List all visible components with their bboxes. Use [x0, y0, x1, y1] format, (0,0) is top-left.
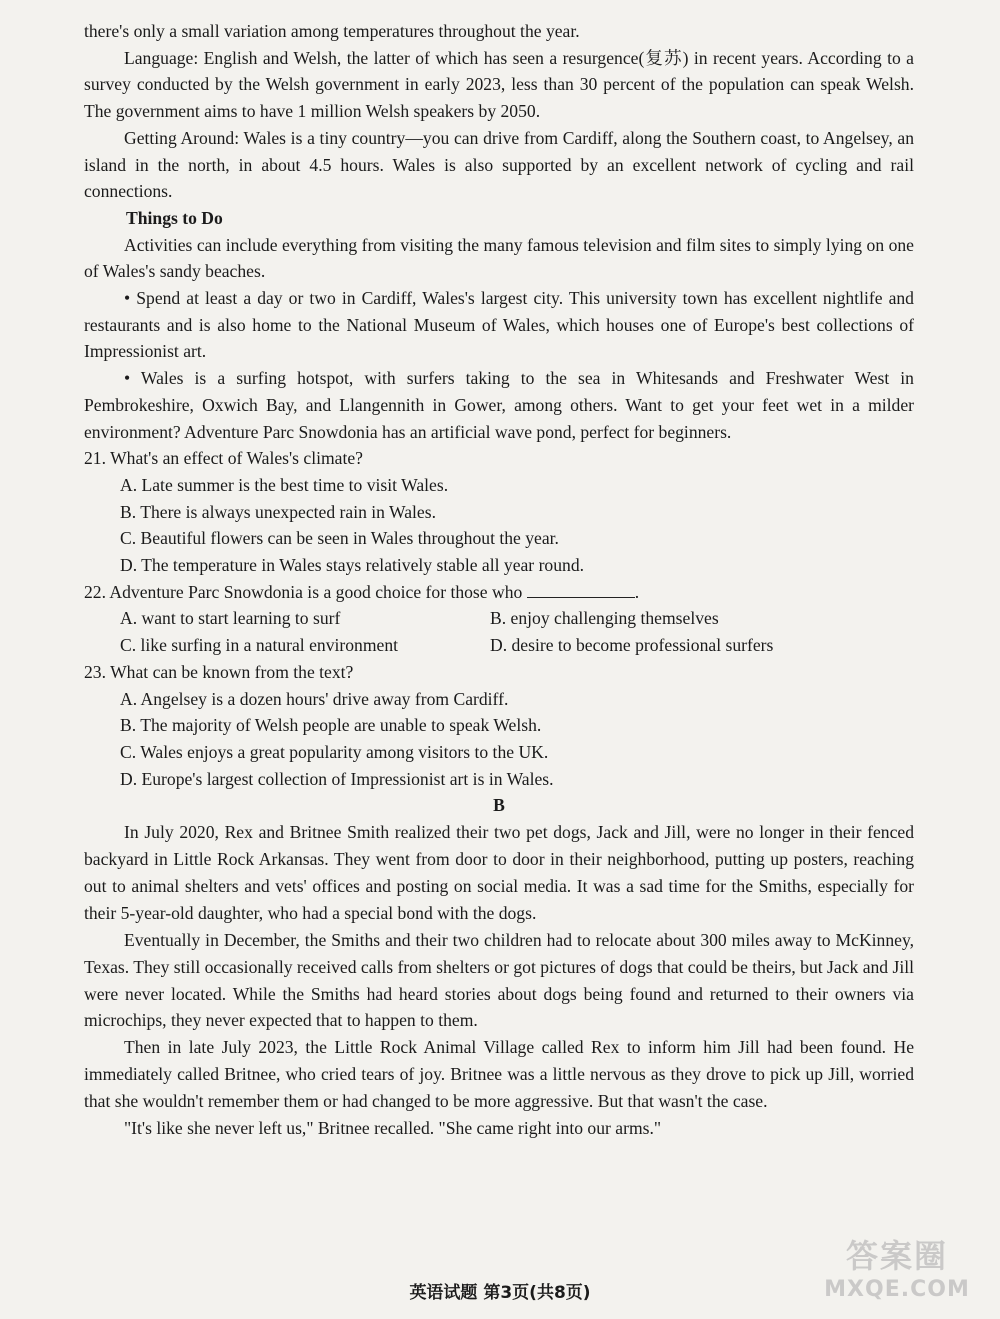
answer-blank — [527, 579, 635, 598]
bullet-icon: • — [124, 368, 131, 389]
passage-paragraph: Eventually in December, the Smiths and their two children had to relocate about 300 miles away to McKinney, Texas. They still occasionally received calls from shelters or got pictures of dogs that could be theirs, but Jack and Jill were never located. While the Smiths had heard stories about dogs being found and returned to their owners via microchips, they never expected that to happen to them. — [84, 929, 915, 1031]
things-to-do-intro: Activities can include everything from visiting the many famous television and film sites to simply lying on one of Wales's sandy beaches. — [84, 234, 914, 282]
stem-end: . — [634, 581, 640, 602]
option-a: A. want to start learning to surf — [120, 608, 341, 629]
option-row — [84, 605, 914, 632]
watermark-top: 答案圈 — [845, 1237, 948, 1275]
option-a: A. Angelsey is a dozen hours' drive away from Cardiff. — [120, 688, 509, 709]
question-stem — [84, 579, 914, 606]
option-c: C. Wales enjoys a great popularity among visitors to the UK. — [120, 741, 549, 762]
passage-paragraph: Then in late July 2023, the Little Rock Animal Village called Rex to inform him Jill had been found. He immediately called Britnee, who cried tears of joy. Britnee was a little nervous as they drove to pick up Jill, worried that she wouldn't remember them or had changed to be more aggressive. But that wasn't the case. — [84, 1037, 914, 1112]
option-b: B. The majority of Welsh people are unable to speak Welsh. — [120, 715, 542, 736]
watermark-bottom: MXQE.COM — [824, 1277, 970, 1302]
bullet-icon: • — [124, 288, 131, 309]
things-to-do-heading: Things to Do — [126, 207, 223, 228]
option-b: B. There is always unexpected rain in Wales. — [120, 501, 436, 522]
question-stem: 23. What can be known from the text? — [84, 661, 354, 682]
bullet-item — [84, 365, 914, 445]
option-d: D. The temperature in Wales stays relatively stable all year round. — [120, 555, 585, 576]
question-stem: 21. What's an effect of Wales's climate? — [84, 448, 363, 469]
option-d: D. desire to become professional surfers — [490, 635, 774, 656]
intro-line: there's only a small variation among temperatures throughout the year. — [84, 21, 580, 41]
passage-paragraph: "It's like she never left us," Britnee recalled. "She came right into our arms." — [124, 1118, 662, 1139]
section-b-passage — [84, 819, 914, 1142]
bullet-text: Wales is a surfing hotspot, with surfers taking to the sea in Whitesands and Freshwater West in Pembrokeshire, Oxwich Bay, and Llangennith in Gower, among others. Want to get your feet wet in a milder environment? Adventure Parc Snowdonia has an artificial wave pond, perfect for beginners. — [84, 368, 914, 442]
language-paragraph: Language: English and Welsh, the latter of which has seen a resurgence(复苏) in recent years. According to a survey conducted by the Welsh government in early 2023, less than 30 percent of the population can speak Welsh. The government aims to have 1 million Welsh speakers by 2050. — [84, 47, 914, 122]
option-b: B. enjoy challenging themselves — [490, 608, 719, 629]
getting-around-paragraph: Getting Around: Wales is a tiny country—you can drive from Cardiff, along the Southern coast, to Angelsey, an island in the north, in about 4.5 hours. Wales is also supported by an excellent network of cycling and rail connections. — [84, 127, 914, 202]
option-c: C. like surfing in a natural environment — [120, 635, 399, 656]
bullet-item — [84, 285, 914, 365]
watermark-logo — [812, 1231, 982, 1307]
option-row — [84, 632, 914, 659]
page-footer: 英语试题 第3页(共8页) — [409, 1283, 591, 1303]
option-d: D. Europe's largest collection of Impressionist art is in Wales. — [120, 768, 554, 789]
section-b-letter: B — [493, 795, 505, 816]
exam-page — [84, 18, 914, 1142]
option-c: C. Beautiful flowers can be seen in Wales throughout the year. — [120, 528, 559, 549]
question-23 — [84, 659, 914, 793]
passage-paragraph: In July 2020, Rex and Britnee Smith realized their two pet dogs, Jack and Jill, were no longer in their fenced backyard in Little Rock Arkansas. They went from door to door in their neighborhood, putting up posters, reaching out to animal shelters and vets' offices and posting on social media. It was a sad time for the Smiths, especially for their 5-year-old daughter, who had a special bond with the dogs. — [84, 822, 914, 923]
question-stem-text: 22. Adventure Parc Snowdonia is a good choice for those who — [84, 581, 523, 602]
bullet-text: Spend at least a day or two in Cardiff, Wales's largest city. This university town has excellent nightlife and restaurants and is also home to the National Museum of Wales, which houses one of Europe's best collections of Impressionist art. — [84, 288, 914, 362]
question-22 — [84, 579, 914, 659]
option-a: A. Late summer is the best time to visit Wales. — [120, 474, 449, 495]
question-21 — [84, 445, 914, 579]
